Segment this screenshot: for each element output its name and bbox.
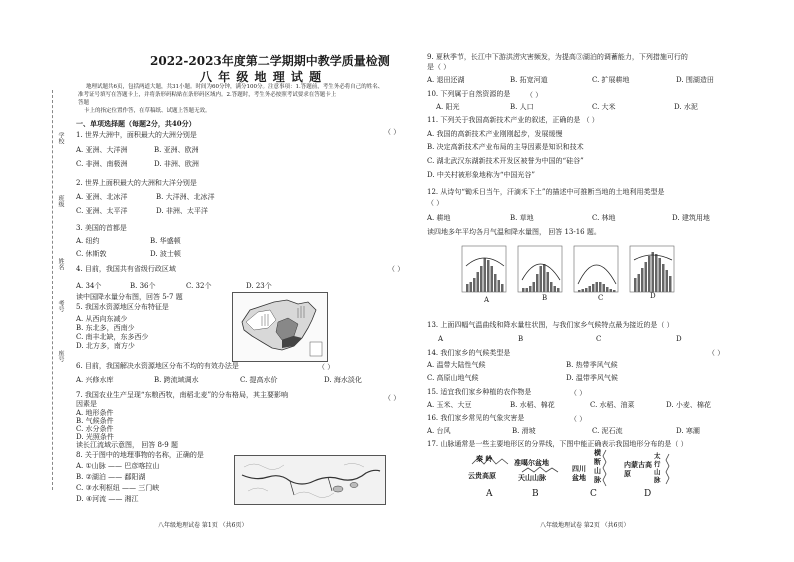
answer-paren: （ ） xyxy=(384,128,401,136)
figure-intro: 读长江流域示意图， 回答 8-9 题 xyxy=(76,441,178,449)
option-a: A. 地形条件 xyxy=(76,409,114,417)
side-label-seat: 座号 xyxy=(57,350,64,362)
option-a: A. 亚洲、大洋洲 xyxy=(76,146,128,154)
climate-chart-c xyxy=(574,246,618,292)
climate-label-a: A xyxy=(484,296,490,304)
option-a: A. 纽约 xyxy=(76,237,100,245)
option-d: D. 小麦、棉花 xyxy=(666,401,711,409)
climate-label-c: C xyxy=(598,294,604,302)
option-d: D. ④河流 —— 湘江 xyxy=(76,495,139,503)
option-c: C. 扩展耕地 xyxy=(592,76,630,84)
page-footer: 八年级地理试卷 第1页 （共6页） xyxy=(158,522,248,529)
option-b: B. 亚洲、欧洲 xyxy=(154,146,199,154)
option-a: A. 亚洲、北冰洋 xyxy=(76,193,128,201)
terrain-c-top: 四川盆地 xyxy=(572,464,586,482)
option-a: A. 我国的高新技术产业刚刚起步，发展缓慢 xyxy=(427,130,563,138)
question-stem: 17. 山脉通常是一些主要地形区的分界线，下图中能正确表示我国地形分布的是（ ） xyxy=(427,440,688,448)
question-stem: 5. 我国水资源地区分布特征是 xyxy=(76,303,169,311)
question-stem: 12. 从诗句“锄禾日当午，汗滴禾下土”的描述中可推断当地的土地利用类型是 xyxy=(427,188,665,196)
option-c: C. 湖北武汉东湖新技术开发区被誉为中国的“硅谷” xyxy=(427,157,584,165)
option-c: C. 水分条件 xyxy=(76,425,114,433)
question-stem: 6. 目前，我国解决水资源地区分布不均的有效办法是 xyxy=(76,362,239,370)
question-stem: 9. 夏秋季节，长江中下游洪涝灾害频发，为提高③湖泊的调蓄能力，下列措施可行的 xyxy=(427,53,688,61)
question-stem-cont: 是（ ） xyxy=(427,63,451,71)
option-b: B. 跨流域调水 xyxy=(154,376,199,384)
option-c: C. 大米 xyxy=(592,103,616,111)
option-d: D. 中关村被形象地称为“中国光谷” xyxy=(427,171,535,179)
exam-note-line: 地理试题共6页，包括两道大题，共31小题。时间为60分钟，满分100分。注意事项：1.答题前，考生务必将自己的姓名、 xyxy=(86,84,384,90)
exam-note-line: 准考证号填写在答题卡上，并将条形码粘贴在条形码区域内。2.答题时，考生务必按照考试要求在答题卡上 xyxy=(78,92,337,98)
option-d: D. 围湖造田 xyxy=(676,76,714,84)
option-c: C xyxy=(596,335,602,343)
terrain-a-mountain: 秦 岭 xyxy=(476,454,493,463)
option-c: C. 泥石流 xyxy=(592,427,623,435)
side-label-school: 学校 xyxy=(57,132,64,144)
terrain-d-mountain: 太行山脉 xyxy=(654,452,661,484)
answer-paren: （ ） xyxy=(570,389,587,397)
question-stem: 10. 下列属于自然资源的是 xyxy=(427,90,511,98)
side-label-exam-no: 考号 xyxy=(57,300,64,312)
option-b: B. 水稻、棉花 xyxy=(510,401,555,409)
option-b: B. 人口 xyxy=(510,103,534,111)
section-heading: 一、单项选择题（每题2分，共40分） xyxy=(76,119,196,128)
option-d: D. 建筑用地 xyxy=(672,214,710,222)
yangtze-river-map xyxy=(234,455,386,505)
option-c: C. ③水利枢纽 —— 三门峡 xyxy=(76,484,160,492)
option-d: D. 水泥 xyxy=(674,103,698,111)
answer-paren: （ ） xyxy=(318,363,335,371)
option-b: B. 华盛顿 xyxy=(150,237,181,245)
option-c: C. 提高水价 xyxy=(240,376,278,384)
option-c: C. 32个 xyxy=(186,282,212,290)
exam-note-line: 卡上的指定位置作答，在草稿纸、试题上答题无效。 xyxy=(84,108,211,114)
exam-title: 2022-2023年度第二学期期中教学质量检测 xyxy=(150,54,390,68)
terrain-b-mountain: 天山山脉 xyxy=(518,473,546,482)
answer-paren: （ ） xyxy=(570,415,587,423)
exam-subtitle: 八 年 级 地 理 试 题 xyxy=(200,70,323,84)
option-a: A. 玉米、大豆 xyxy=(427,401,472,409)
option-d: D. 光照条件 xyxy=(76,433,114,441)
answer-paren: （ ） xyxy=(388,265,405,273)
terrain-c-label: C xyxy=(590,489,597,499)
china-precipitation-map xyxy=(232,292,328,362)
option-a: A. ①山脉 —— 巴彦喀拉山 xyxy=(76,462,160,470)
question-stem: 8. 关于图中的地理事物的名称，正确的是 xyxy=(76,451,204,459)
option-d: D. 非洲、太平洋 xyxy=(156,207,208,215)
option-a: A. 34个 xyxy=(76,282,102,290)
option-b: B. 草地 xyxy=(510,214,534,222)
option-d: D. 波士顿 xyxy=(150,250,181,258)
question-stem: 11. 下列关于我国高新技术产业的叙述，正确的是 （ ） xyxy=(427,116,599,124)
option-d: D. 温带季风气候 xyxy=(566,374,618,382)
climate-label-d: D xyxy=(650,292,656,300)
side-label-class: 班级 xyxy=(57,195,64,207)
option-d: D. 23个 xyxy=(246,282,272,290)
terrain-a-bottom: 云贵高原 xyxy=(468,471,496,480)
question-stem: 14. 我们家乡的气候类型是 xyxy=(427,349,511,357)
side-label-name: 姓名 xyxy=(57,258,64,270)
option-d: D. 海水淡化 xyxy=(324,376,362,384)
option-c: C. 林地 xyxy=(592,214,616,222)
climate-label-b: B xyxy=(542,294,548,302)
climate-chart-d xyxy=(630,246,674,292)
option-a: A. 从西向东减少 xyxy=(76,315,128,323)
question-stem: 1. 世界大洲中，面积最大的大洲分别是 xyxy=(76,131,197,139)
option-c: C. 亚洲、太平洋 xyxy=(76,207,128,215)
option-d: D. 北方多，南方少 xyxy=(76,342,135,350)
option-b: B. 36个 xyxy=(130,282,156,290)
option-b: B. 东北多，西南少 xyxy=(76,324,135,332)
climate-chart-a xyxy=(462,246,506,292)
option-b: B. 决定高新技术产业布局的主导因素是知识和技术 xyxy=(427,143,584,151)
terrain-c-mountain: 横断山脉 xyxy=(594,448,601,484)
option-c: C. 南丰北缺，东多西少 xyxy=(76,333,149,341)
option-a: A. 台风 xyxy=(427,427,451,435)
option-c: C. 高原山地气候 xyxy=(427,374,479,382)
figure-intro: 读四地多年平均各月气温和降水量图， 回答 13-16 题。 xyxy=(427,228,601,236)
option-a: A. 温带大陆性气候 xyxy=(427,361,486,369)
question-stem: 7. 我国农业生产呈现“东粮西牧，南稻北麦”的分布格局，其主要影响 xyxy=(76,391,289,399)
question-stem: 3. 美国的首都是 xyxy=(76,224,127,232)
answer-paren: （ ） xyxy=(708,349,725,357)
option-c: C. 非洲、南极洲 xyxy=(76,160,128,168)
question-stem: 2. 世界上面积最大的大洲和大洋分别是 xyxy=(76,179,197,187)
climate-charts xyxy=(460,244,680,306)
option-b: B. 滑坡 xyxy=(512,427,536,435)
option-d: D. 寒潮 xyxy=(676,427,700,435)
question-stem: 16. 我们家乡常见的气象灾害是 xyxy=(427,414,525,422)
option-a: A. 兴修水库 xyxy=(76,376,114,384)
option-d: D. 非洲、欧洲 xyxy=(154,160,199,168)
option-a: A. 耕地 xyxy=(427,214,451,222)
figure-intro: 读中国降水量分布图，回答 5-7 题 xyxy=(76,293,183,301)
question-stem: 4. 目前，我国共有省级行政区域 xyxy=(76,265,176,273)
option-c: C. 休斯敦 xyxy=(76,250,107,258)
answer-paren: （ ） xyxy=(384,394,401,402)
option-a: A. 阳光 xyxy=(436,103,460,111)
option-b: B xyxy=(518,335,524,343)
option-c: C. 水稻、油菜 xyxy=(590,401,635,409)
option-b: B. 气候条件 xyxy=(76,417,114,425)
option-b: B. 热带季风气候 xyxy=(566,361,618,369)
option-d: D xyxy=(676,335,682,343)
option-b: B. ②湖泊 —— 鄱阳湖 xyxy=(76,473,146,481)
option-a: A. 退田还湖 xyxy=(427,76,465,84)
option-a: A xyxy=(438,335,444,343)
terrain-d-label: D xyxy=(644,489,652,499)
option-b: B. 拓宽河道 xyxy=(510,76,548,84)
exam-note-line: 答题 xyxy=(78,100,90,106)
question-stem: 15. 适宜我们家乡种植的农作物是 xyxy=(427,388,532,396)
option-b: B. 大洋洲、北冰洋 xyxy=(156,193,215,201)
climate-chart-b xyxy=(518,246,562,292)
terrain-a-label: A xyxy=(486,489,493,499)
question-stem-cont: 因素是 xyxy=(76,400,97,408)
page-footer: 八年级地理试卷 第2页 （共6页） xyxy=(540,522,630,529)
answer-paren: （ ） xyxy=(526,91,543,99)
question-stem-cont: （ ） xyxy=(427,199,444,207)
terrain-b-label: B xyxy=(532,489,539,499)
binding-line xyxy=(52,90,54,490)
question-stem: 13. 上面四幅气温曲线和降水量柱状图，与我们家乡气候特点最为接近的是（ ） xyxy=(427,321,674,329)
terrain-b-top: 准噶尔盆地 xyxy=(514,458,549,467)
terrain-d-top: 内蒙古高原 xyxy=(624,460,652,478)
